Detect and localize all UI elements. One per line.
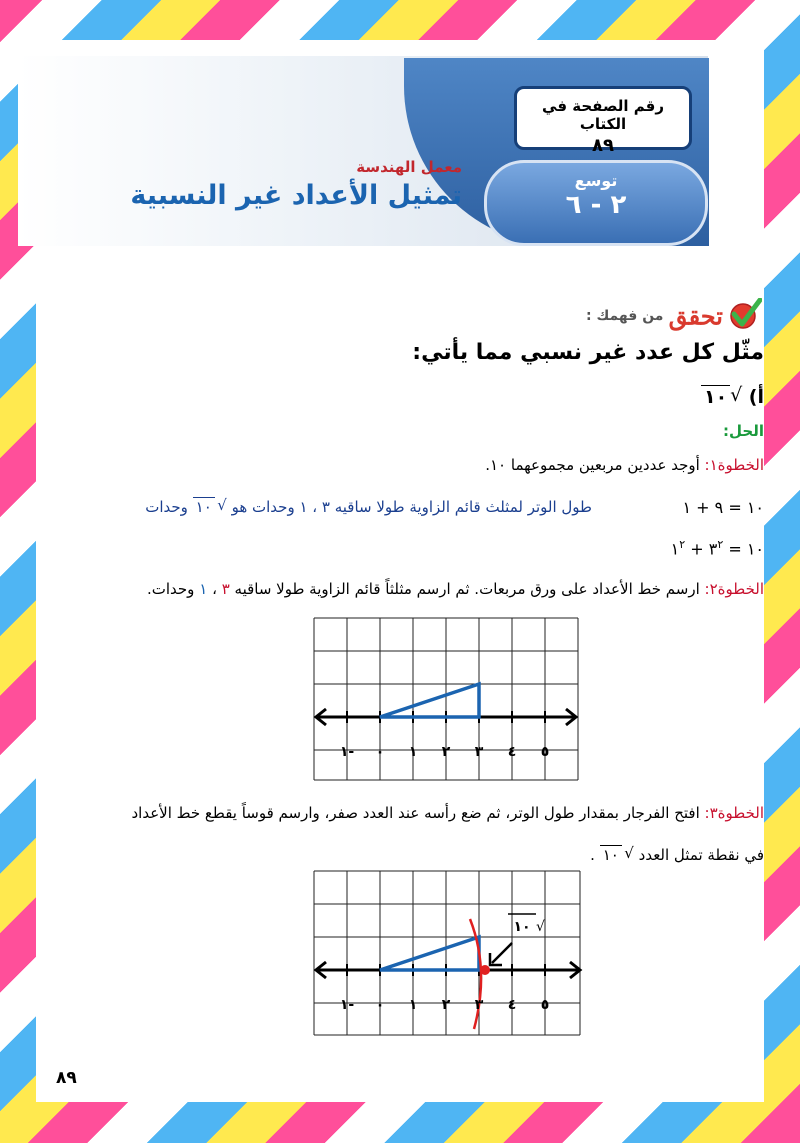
radical-sign-icon: √ <box>217 496 227 514</box>
right-triangle <box>380 937 479 970</box>
square-root-expression <box>701 386 742 408</box>
equation-squares <box>671 538 764 558</box>
sqrt10-point <box>480 965 490 975</box>
eq2-lhs: ١٠ = <box>723 539 764 559</box>
hypotenuse-note-text: طول الوتر لمثلث قائم الزاوية طولا ساقيه ٣ ، ١ وحدات هو <box>231 498 592 516</box>
lab-subtitle: معمل الهندسة <box>356 158 462 176</box>
hypotenuse-note-unit: وحدات <box>145 498 188 516</box>
step3-line-2 <box>590 846 764 864</box>
tick-label: ١ <box>408 744 418 760</box>
number-line-graph-2 <box>312 869 584 1037</box>
step3-root <box>600 846 634 864</box>
number-line-graph-1 <box>312 616 580 782</box>
radical-sign-icon: √ <box>730 384 743 406</box>
lab-title: تمثيل الأعداد غير النسبية <box>130 180 462 211</box>
tick-label: ١- <box>339 744 355 760</box>
tick-label: ٤ <box>507 997 517 1013</box>
book-page-reference-box <box>514 86 692 156</box>
step2-text-b: وحدات. <box>146 580 195 598</box>
check-subtitle: من فهمك : <box>586 308 664 324</box>
checkmark-icon <box>728 298 762 334</box>
tick-label: ٣ <box>474 997 484 1013</box>
problem-a <box>701 386 764 408</box>
tick-label: ٤ <box>507 744 517 760</box>
step3-line <box>131 804 764 822</box>
radical-sign-icon: √ <box>624 844 634 862</box>
book-page-reference-label: رقم الصفحة في الكتاب <box>542 97 664 133</box>
tick-label: ٠ <box>375 997 385 1013</box>
equation-sum: ١٠ = ٩ + ١ <box>682 498 764 517</box>
hypotenuse-note <box>145 498 592 516</box>
annotation-radicand: ١٠ <box>513 919 531 935</box>
problem-label: أ) <box>748 386 764 408</box>
tick-label: ١ <box>408 997 418 1013</box>
eq2-b: ١ <box>670 539 680 559</box>
step1-line <box>485 456 764 474</box>
page-number: ٨٩ <box>56 1068 77 1088</box>
step1-text: أوجد عددين مربعين مجموعهما ١٠. <box>485 456 700 474</box>
step1-label: الخطوة١: <box>704 456 764 474</box>
check-understanding-heading <box>586 298 762 334</box>
tick-label: ٥ <box>540 744 550 760</box>
tick-label: ٠ <box>375 744 385 760</box>
eq2-exp-b: ٢ <box>679 538 686 551</box>
tick-label: ٢ <box>441 744 451 760</box>
extend-lesson-badge <box>484 160 708 246</box>
tick-label: ١- <box>339 997 355 1013</box>
tick-label: ٣ <box>474 744 484 760</box>
instruction-text: مثّل كل عدد غير نسبي مما يأتي: <box>412 340 764 365</box>
step2-label: الخطوة٢: <box>704 580 764 598</box>
hypotenuse-note-root <box>193 498 227 516</box>
step3-end: . <box>590 846 595 864</box>
extend-number: ٢ - ٦ <box>565 190 627 220</box>
step2-leg-a: ٣ <box>221 580 230 598</box>
hypotenuse-note-radicand: ١٠ <box>193 497 215 516</box>
eq2-exp-a: ٢ <box>717 538 724 551</box>
solution-label: الحل: <box>723 422 764 440</box>
pointer-arrow-icon <box>492 943 512 963</box>
step2-line <box>147 580 764 598</box>
radicand: ١٠ <box>701 385 730 408</box>
step2-separator: ، <box>212 580 217 598</box>
step3-text-a: افتح الفرجار بمقدار طول الوتر، ثم ضع رأسه عند العدد صفر، وارسم قوساً يقطع خط الأعداد <box>131 804 700 822</box>
step3-radicand: ١٠ <box>600 845 622 864</box>
tick-label: ٢ <box>441 997 451 1013</box>
check-word: تحقق <box>668 301 723 331</box>
radical-sign-icon: √ <box>536 919 545 935</box>
step2-text-a: ارسم خط الأعداد على ورق مربعات. ثم ارسم مثلثاً قائم الزاوية طولا ساقيه <box>234 580 700 598</box>
extend-label: توسع <box>574 171 618 190</box>
eq2-plus: + <box>685 539 709 559</box>
step3-text-b: في نقطة تمثل العدد <box>638 846 764 864</box>
tick-label: ٥ <box>540 997 550 1013</box>
step2-leg-b: ١ <box>199 580 208 598</box>
book-page-reference-number: ٨٩ <box>592 135 614 156</box>
eq2-a: ٣ <box>708 539 718 559</box>
right-triangle <box>380 684 479 717</box>
step3-label: الخطوة٣: <box>704 804 764 822</box>
